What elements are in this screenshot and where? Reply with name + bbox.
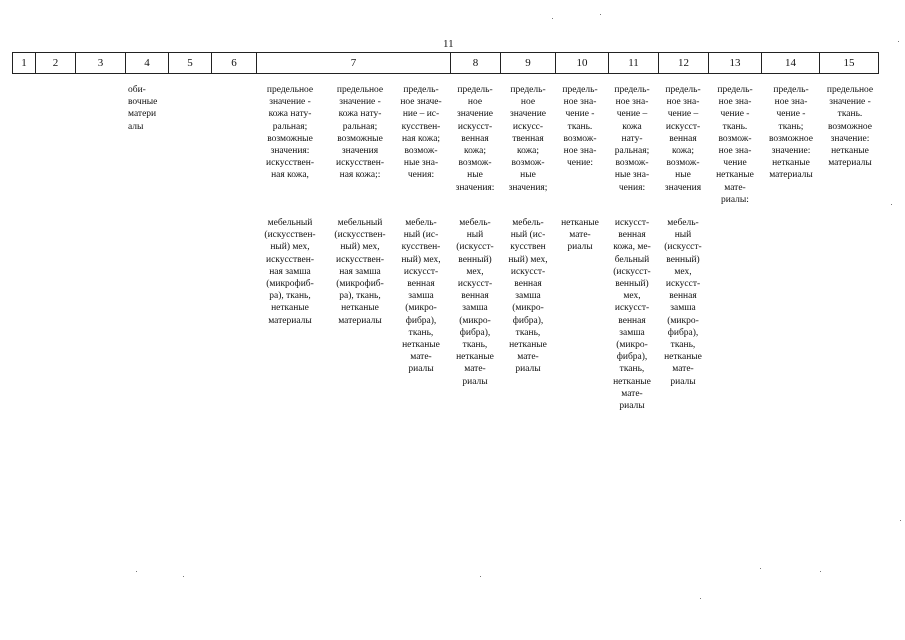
cell-col9-values: мебель- ный (ис- кусствен ный) мех, искусст- венная замша (микро- фибра), ткань, нетканые мате- риалы [508,218,548,375]
cell-col11-values: искусст- венная кожа, ме- бельный (искусст- венный) мех, искусст- венная замша (микро- фибра), ткань, нетканые мате- риалы [613,218,651,412]
header-cell-13: 13 [709,53,762,73]
scan-speck [700,598,701,599]
header-cell-10: 10 [556,53,609,73]
scan-speck [760,568,761,569]
header-cell-2: 2 [36,53,76,73]
cell-col10-values: нетканые мате- риалы [561,218,599,253]
header-cell-9: 9 [501,53,556,73]
header-cell-12: 12 [659,53,709,73]
cell-col9-limit: предель- ное значение искусс- твенная кожа; возмож- ные значения; [508,85,548,193]
scan-speck [480,576,481,577]
header-cell-7: 7 [257,53,451,73]
cell-col12-limit: предель- ное зна- чение – искусст- венная кожа; возмож- ные значения [664,85,702,193]
scan-speck [820,571,821,572]
header-cell-14: 14 [762,53,820,73]
header-cell-8: 8 [451,53,501,73]
scan-speck [898,41,899,42]
cell-col11-limit: предель- ное зна- чение – кожа нату- ральная; возмож- ные зна- чения: [614,85,650,193]
cell-col8-limit: предель- ное значение искусст- венная кожа; возмож- ные значения: [455,85,495,193]
scan-speck [552,18,553,19]
cell-col13-limit: предель- ное зна- чение - ткань. возмож- ное зна- чение нетканые мате- риалы: [716,85,754,205]
header-cell-15: 15 [843,57,855,69]
header-cell-11: 11 [609,53,659,73]
page-number: 11 [443,38,454,50]
header-cell-3: 3 [76,53,126,73]
cell-col7b-values: мебельный (искусствен- ный) мех, искусствен- ная замша (микрофиб- ра), ткань, нетканые материалы [334,218,386,326]
cell-col14-limit: предель- ное зна- чение - ткань; возможное значение: нетканые материалы [768,85,814,181]
scan-speck [136,571,137,572]
cell-col10-limit: предель- ное зна- чение - ткань. возмож- ное зна- чение: [562,85,598,169]
table-header-row [12,52,879,74]
cell-col7a-limit: предельное значение - кожа нату- ральная; возможные значения: искусствен- ная кожа, [265,85,314,181]
header-cell-1: 1 [13,53,36,73]
scan-speck [600,14,601,15]
header-cell-6: 6 [212,53,257,73]
cell-col7a-values: мебельный (искусствен- ный) мех, искусствен- ная замша (микрофиб- ра), ткань, нетканые материалы [264,218,316,326]
cell-col7b-limit: предельное значение - кожа нату- ральная; возможные значения искусствен- ная кожа;: [335,85,384,181]
cell-col7c-values: мебель- ный (ис- кусствен- ный) мех, искусст- венная замша (микро- фибра), ткань, нетканые мате- риалы [401,218,441,375]
header-cell-4: 4 [126,53,169,73]
scan-speck [891,204,892,205]
cell-col15-limit: предельное значение - ткань. возможное значение: нетканые материалы [826,85,874,169]
scan-speck [900,520,901,521]
header-cell-5: 5 [169,53,212,73]
cell-col4-materials: оби- вочные матери алы [128,85,158,132]
cell-col12-values: мебель- ный (искусст- венный) мех, искусст- венная замша (микро- фибра), ткань, нетканые мате- риалы [664,218,702,387]
cell-col7c-limit: предель- ное значе- ние – ис- кусствен- ная кожа; возмож- ные зна- чения: [400,85,442,181]
cell-col8-values: мебель- ный (искусст- венный) мех, искусст- венная замша (микро- фибра), ткань, нетканые мате- риалы [456,218,494,387]
scan-speck [183,576,184,577]
